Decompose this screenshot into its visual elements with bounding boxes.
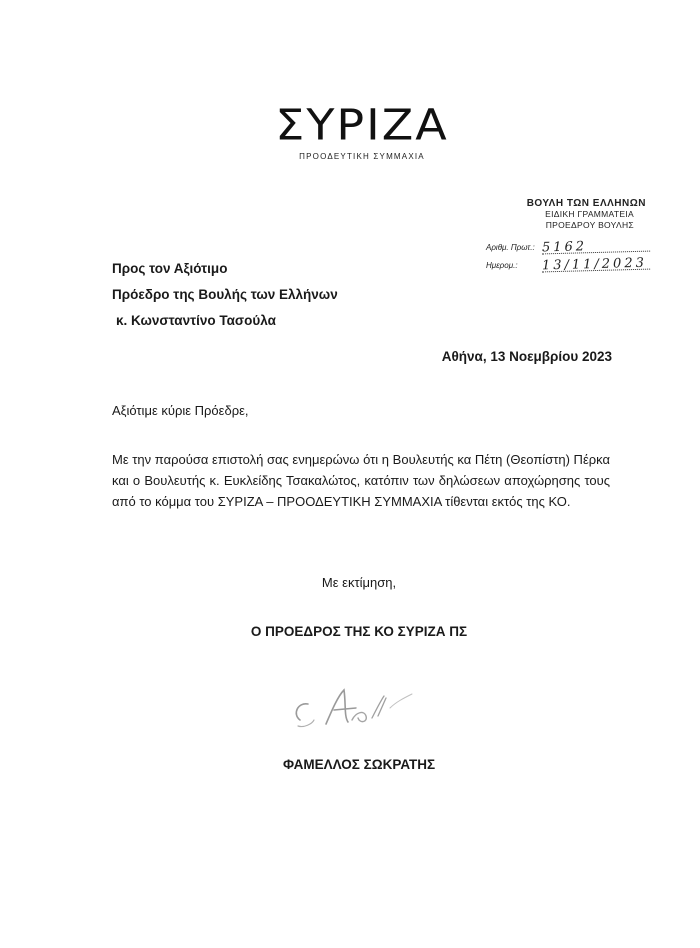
logo-tagline: ΠΡΟΟΔΕΥΤΙΚΗ ΣΥΜΜΑΧΙΑ — [299, 152, 425, 161]
addressee-line-2: Πρόεδρο της Βουλής των Ελλήνων — [112, 287, 338, 302]
signer-name: ΦΑΜΕΛΛΟΣ ΣΩΚΡΑΤΗΣ — [282, 757, 436, 772]
letter-body: Με την παρούσα επιστολή σας ενημερώνω ότι η Βουλευτής κα Πέτη (Θεοπίστη) Πέρκα και ο Βουλευτής κ. Ευκλείδης Τσακαλώτος, κατόπιν των δηλώσεων αποχώρησης τους από το κόμμα του ΣΥΡΙΖΑ – ΠΡΟΟΔΕΥΤΙΚΗ ΣΥΜΜΑΧΙΑ τίθενται εκτός της ΚΟ. — [112, 452, 610, 509]
stamp-protocol-value: 5162 — [542, 240, 650, 255]
stamp-line-2: ΠΡΟΕΔΡΟΥ ΒΟΥΛΗΣ — [545, 220, 634, 230]
parliament-receipt-stamp — [486, 198, 656, 274]
logo-wordmark: ΣΥΡΙΖΑ — [275, 100, 449, 150]
stamp-protocol-label: Αριθμ. Πρωτ.: — [486, 243, 535, 252]
stamp-protocol-row — [486, 239, 656, 256]
stamp-date-row — [486, 255, 656, 274]
place-date: Αθήνα, 13 Νοεμβρίου 2023 — [441, 349, 612, 364]
stamp-date-label: Ημερομ.: — [486, 261, 518, 270]
signer-title: Ο ΠΡΟΕΔΡΟΣ ΤΗΣ ΚΟ ΣΥΡΙΖΑ ΠΣ — [250, 624, 468, 639]
addressee-line-3: κ. Κωνσταντίνο Τασούλα — [116, 313, 276, 328]
salutation: Αξιότιμε κύριε Πρόεδρε, — [112, 403, 249, 418]
stamp-title: ΒΟΥΛΗ ΤΩΝ ΕΛΛΗΝΩΝ — [526, 198, 646, 209]
addressee-block — [112, 256, 338, 334]
stamp-date-value: 13/11/2023 — [542, 258, 650, 273]
handwritten-signature — [286, 680, 436, 740]
stamp-line-1: ΕΙΔΙΚΗ ΓΡΑΜΜΑΤΕΙΑ — [545, 209, 634, 219]
addressee-line-1: Προς τον Αξιότιμο — [112, 261, 228, 276]
closing: Με εκτίμηση, — [321, 575, 397, 590]
party-logo — [272, 100, 452, 161]
